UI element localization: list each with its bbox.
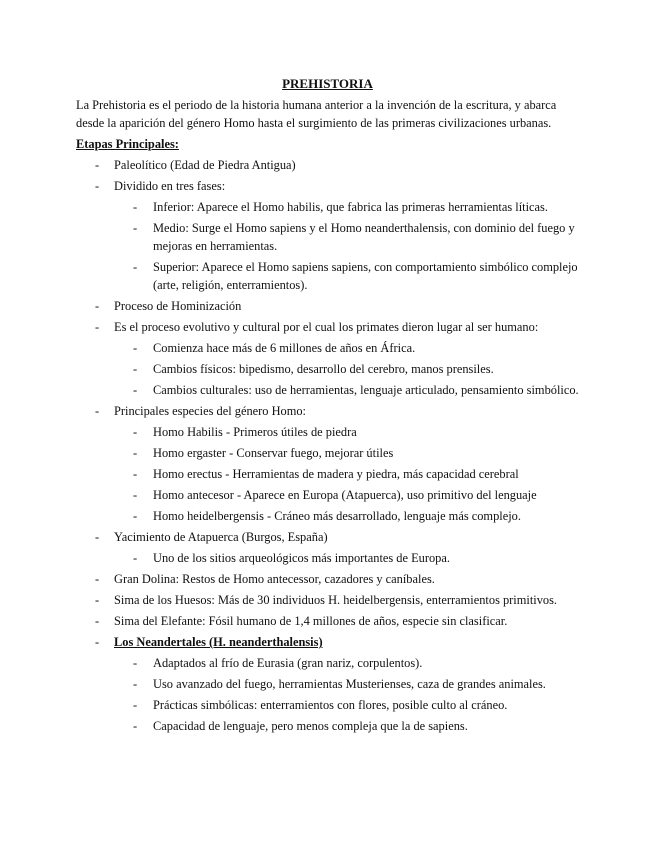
list-item-text: Homo heidelbergensis - Cráneo más desarrollado, lenguaje más complejo. bbox=[153, 509, 521, 523]
list-item-text: Medio: Surge el Homo sapiens y el Homo neanderthalensis, con dominio del fuego y mejoras en herramientas. bbox=[153, 221, 575, 253]
list-item-text: Superior: Aparece el Homo sapiens sapiens, con comportamiento simbólico complejo (arte, religión, enterramientos). bbox=[153, 260, 578, 292]
list-item-text: Dividido en tres fases: bbox=[114, 179, 226, 193]
section-heading: Etapas Principales: bbox=[76, 137, 179, 151]
list-item-text: Proceso de Hominización bbox=[114, 299, 242, 313]
page-title: PREHISTORIA bbox=[282, 76, 373, 91]
sub-list-item bbox=[0, 549, 655, 567]
sub-list-item bbox=[0, 675, 655, 693]
sub-list-item bbox=[0, 654, 655, 672]
sub-list-item bbox=[0, 381, 655, 399]
list-item bbox=[0, 156, 655, 174]
dash-bullet: - bbox=[95, 179, 100, 193]
dash-bullet: - bbox=[133, 383, 138, 397]
dash-bullet: - bbox=[95, 530, 100, 544]
list-item bbox=[0, 177, 655, 195]
list-item bbox=[0, 528, 655, 546]
dash-bullet: - bbox=[133, 221, 138, 235]
list-item bbox=[0, 318, 655, 336]
sub-list-item bbox=[0, 486, 655, 504]
list-item bbox=[0, 633, 655, 651]
dash-bullet: - bbox=[133, 362, 138, 376]
sub-list-item bbox=[0, 219, 655, 255]
list-item-text: Homo antecesor - Aparece en Europa (Atapuerca), uso primitivo del lenguaje bbox=[153, 488, 537, 502]
dash-bullet: - bbox=[95, 635, 100, 649]
list-item-text: Paleolítico (Edad de Piedra Antigua) bbox=[114, 158, 296, 172]
intro-paragraph: La Prehistoria es el periodo de la historia humana anterior a la invención de la escritura, y abarca desde la aparición del género Homo hasta el surgimiento de las primeras civilizaciones urbanas. bbox=[76, 98, 557, 130]
dash-bullet: - bbox=[133, 719, 138, 733]
dash-bullet: - bbox=[95, 320, 100, 334]
list-item-text: Adaptados al frío de Eurasia (gran nariz, corpulentos). bbox=[153, 656, 423, 670]
dash-bullet: - bbox=[133, 698, 138, 712]
sub-list-item bbox=[0, 339, 655, 357]
list-item-text: Principales especies del género Homo: bbox=[114, 404, 306, 418]
sub-list-item bbox=[0, 423, 655, 441]
dash-bullet: - bbox=[133, 260, 138, 274]
dash-bullet: - bbox=[133, 677, 138, 691]
list-item-text: Homo erectus - Herramientas de madera y piedra, más capacidad cerebral bbox=[153, 467, 519, 481]
sub-list-item bbox=[0, 444, 655, 462]
list-item bbox=[0, 570, 655, 588]
sub-list-item bbox=[0, 258, 655, 294]
list-item bbox=[0, 612, 655, 630]
list-item-text: Cambios físicos: bipedismo, desarrollo del cerebro, manos prensiles. bbox=[153, 362, 494, 376]
dash-bullet: - bbox=[133, 551, 138, 565]
sub-list-item bbox=[0, 696, 655, 714]
list-item-text: Capacidad de lenguaje, pero menos compleja que la de sapiens. bbox=[153, 719, 468, 733]
list-item-text: Sima de los Huesos: Más de 30 individuos H. heidelbergensis, enterramientos primitivos. bbox=[114, 593, 558, 607]
list-item bbox=[0, 402, 655, 420]
list-item-text: Homo Habilis - Primeros útiles de piedra bbox=[153, 425, 357, 439]
list-item-heading: Los Neandertales (H. neanderthalensis) bbox=[114, 635, 323, 649]
outline-list bbox=[0, 156, 655, 738]
dash-bullet: - bbox=[95, 572, 100, 586]
dash-bullet: - bbox=[133, 509, 138, 523]
sub-list-item bbox=[0, 717, 655, 735]
dash-bullet: - bbox=[95, 299, 100, 313]
list-item-text: Prácticas simbólicas: enterramientos con flores, posible culto al cráneo. bbox=[153, 698, 508, 712]
list-item-text: Uno de los sitios arqueológicos más importantes de Europa. bbox=[153, 551, 450, 565]
dash-bullet: - bbox=[133, 200, 138, 214]
dash-bullet: - bbox=[133, 488, 138, 502]
dash-bullet: - bbox=[133, 467, 138, 481]
list-item bbox=[0, 591, 655, 609]
list-item-text: Es el proceso evolutivo y cultural por el cual los primates dieron lugar al ser humano: bbox=[114, 320, 539, 334]
sub-list-item bbox=[0, 465, 655, 483]
dash-bullet: - bbox=[133, 446, 138, 460]
dash-bullet: - bbox=[133, 656, 138, 670]
list-item-text: Gran Dolina: Restos de Homo antecessor, cazadores y caníbales. bbox=[114, 572, 435, 586]
list-item-text: Comienza hace más de 6 millones de años en África. bbox=[153, 341, 416, 355]
list-item-text: Inferior: Aparece el Homo habilis, que fabrica las primeras herramientas líticas. bbox=[153, 200, 548, 214]
list-item-text: Cambios culturales: uso de herramientas, lenguaje articulado, pensamiento simbólico. bbox=[153, 383, 579, 397]
sub-list-item bbox=[0, 198, 655, 216]
dash-bullet: - bbox=[95, 593, 100, 607]
sub-list-item bbox=[0, 507, 655, 525]
dash-bullet: - bbox=[133, 425, 138, 439]
dash-bullet: - bbox=[95, 158, 100, 172]
dash-bullet: - bbox=[133, 341, 138, 355]
dash-bullet: - bbox=[95, 614, 100, 628]
sub-list-item bbox=[0, 360, 655, 378]
list-item-text: Homo ergaster - Conservar fuego, mejorar útiles bbox=[153, 446, 394, 460]
list-item bbox=[0, 297, 655, 315]
dash-bullet: - bbox=[95, 404, 100, 418]
list-item-text: Sima del Elefante: Fósil humano de 1,4 millones de años, especie sin clasificar. bbox=[114, 614, 508, 628]
list-item-text: Uso avanzado del fuego, herramientas Musterienses, caza de grandes animales. bbox=[153, 677, 546, 691]
list-item-text: Yacimiento de Atapuerca (Burgos, España) bbox=[114, 530, 328, 544]
